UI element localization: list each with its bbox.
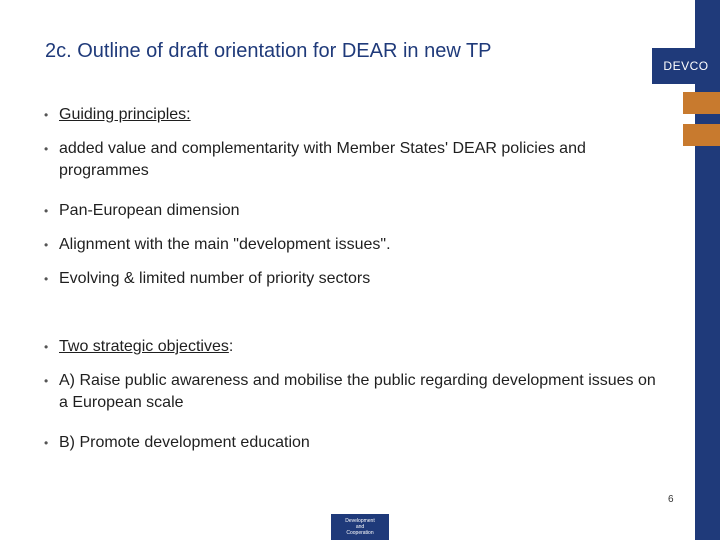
bullet-dot: • (44, 238, 49, 252)
bullet-dot: • (44, 340, 49, 354)
devco-logo (331, 514, 389, 540)
bullet-pan-european (44, 200, 664, 222)
accent-tab-1 (683, 92, 720, 114)
logo-line-3: Cooperation (346, 530, 374, 536)
bullet-evolving (44, 268, 664, 290)
bullet-objective-a (44, 370, 664, 414)
bullet-dot: • (44, 108, 49, 122)
devco-badge: DEVCO (652, 48, 720, 84)
bullet-guiding-principles (44, 104, 664, 126)
bullet-dot: • (44, 142, 49, 156)
page-number: 6 (668, 494, 674, 505)
bullet-dot: • (44, 272, 49, 286)
accent-tab-2 (683, 124, 720, 146)
logo-line-2: and (355, 524, 365, 530)
bullet-strategic-objectives (44, 336, 664, 358)
bullet-dot: • (44, 436, 49, 450)
bullet-text: B) Promote development education (59, 434, 310, 451)
bullet-dot: • (44, 374, 49, 388)
bullet-text: Alignment with the main "development issues". (59, 236, 391, 253)
bullet-suffix: : (228, 338, 234, 355)
logo-line-1: Development (345, 518, 375, 524)
bullet-text: Guiding principles: (59, 106, 191, 123)
bullet-objective-b (44, 432, 664, 454)
bullet-dot: • (44, 204, 49, 218)
bullet-text: added value and complementarity with Member States' DEAR policies and programmes (59, 140, 586, 179)
bullet-text: Two strategic objectives (59, 338, 229, 355)
bullet-alignment (44, 234, 664, 256)
slide-title: 2c. Outline of draft orientation for DEAR in new TP (45, 40, 492, 62)
bullet-text: Pan-European dimension (59, 202, 240, 219)
bullet-added-value (44, 138, 664, 182)
bullet-text: Evolving & limited number of priority sectors (59, 270, 371, 287)
bullet-text: A) Raise public awareness and mobilise the public regarding development issues on a European scale (59, 372, 656, 411)
